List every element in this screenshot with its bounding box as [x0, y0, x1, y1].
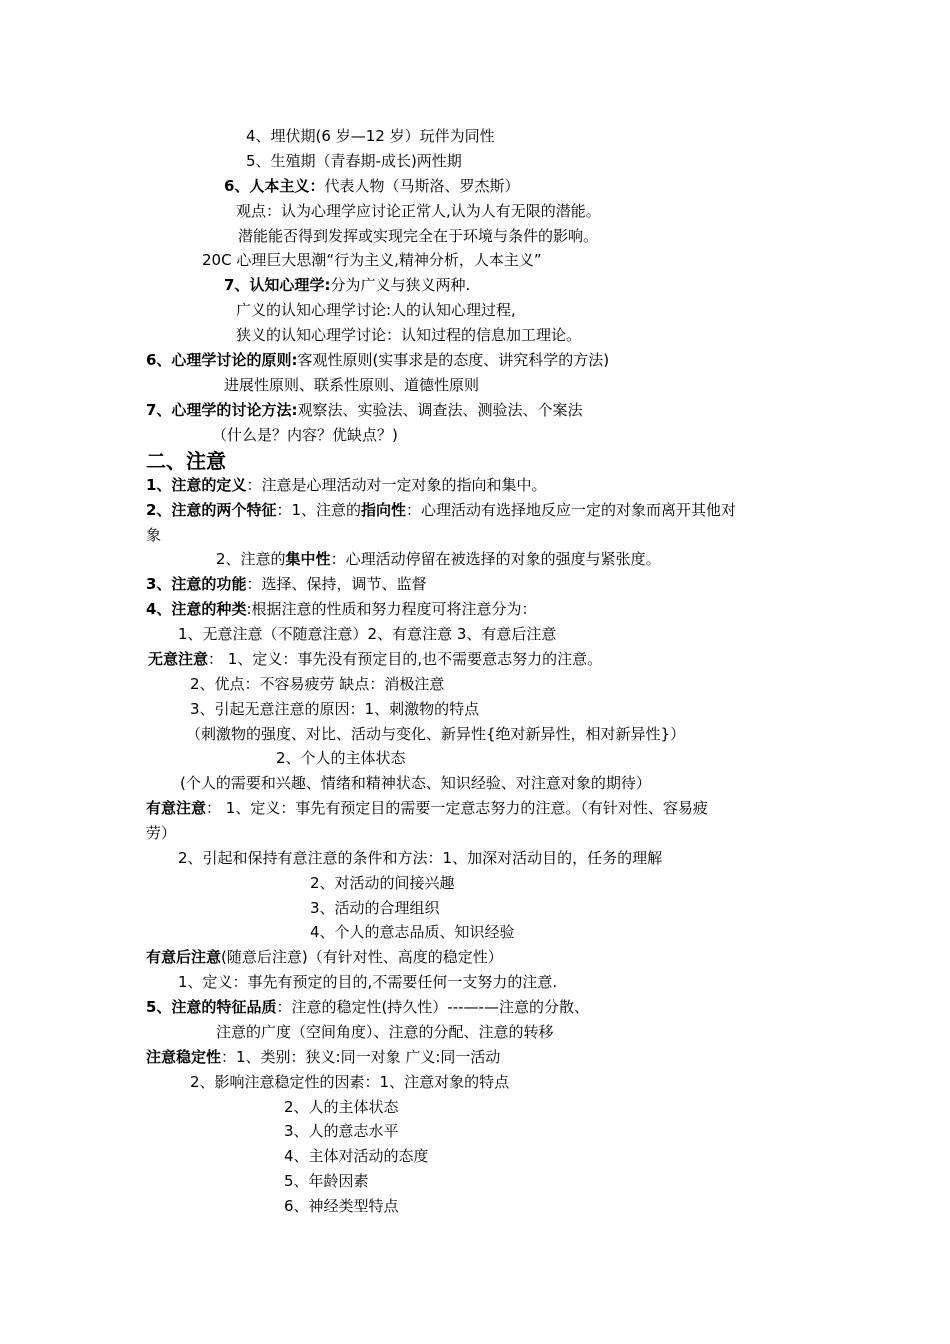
text-line: 劳）	[146, 824, 177, 842]
text-line: 2、注意的两个特征：1、注意的指向性：心理活动有选择地反应一定的对象而离开其他对	[146, 501, 737, 519]
text-line: 有意后注意(随意后注意)（有针对性、高度的稳定性）	[146, 948, 503, 966]
text-line: 3、引起无意注意的原因：1、刺激物的特点	[190, 700, 480, 718]
text-line: 2、个人的主体状态	[276, 749, 406, 767]
text-line: 进展性原则、联系性原则、道德性原则	[224, 376, 480, 394]
text-line: 2、人的主体状态	[284, 1098, 399, 1116]
text-line: 有意注意： 1、定义：事先有预定目的需要一定意志努力的注意。（有针对性、容易疲	[146, 799, 708, 817]
text-line: 3、人的意志水平	[284, 1122, 399, 1140]
text-line: 无意注意： 1、定义：事先没有预定目的,也不需要意志努力的注意。	[148, 650, 603, 668]
text-line: 7、心理学的讨论方法:观察法、实验法、调查法、测验法、个案法	[146, 401, 583, 419]
text-line: 6、心理学讨论的原则:客观性原则(实事求是的态度、讲究科学的方法)	[146, 351, 610, 369]
text-line: 5、生殖期（青春期-成长)两性期	[246, 152, 462, 170]
text-line: 注意稳定性：1、类别：狭义:同一对象 广义:同一活动	[146, 1048, 501, 1066]
text-line: 7、认知心理学:分为广义与狭义两种.	[224, 276, 471, 294]
text-line: 4、主体对活动的态度	[284, 1147, 429, 1165]
text-line: 5、注意的特征品质：注意的稳定性(持久性）---—-—注意的分散、	[146, 998, 589, 1016]
text-line: 注意的广度（空间角度）、注意的分配、注意的转移	[216, 1023, 554, 1041]
text-line: （刺激物的强度、对比、活动与变化、新异性{绝对新异性，相对新异性}）	[186, 725, 686, 743]
text-line: 5、年龄因素	[284, 1172, 369, 1190]
text-line: 1、定义：事先有预定的目的,不需要任何一支努力的注意.	[178, 973, 558, 991]
text-line: 3、注意的功能：选择、保持，调节、监督	[146, 575, 427, 593]
section-heading: 二、注意	[146, 449, 226, 473]
text-line: (个人的需要和兴趣、情绪和精神状态、知识经验、对注意对象的期待）	[180, 774, 651, 792]
text-line: 1、无意注意（不随意注意）2、有意注意 3、有意后注意	[178, 625, 557, 643]
text-line: 狭义的认知心理学讨论：认知过程的信息加工理论。	[236, 326, 582, 344]
text-line: 2、引起和保持有意注意的条件和方法：1、加深对活动目的，任务的理解	[178, 849, 663, 867]
text-line: 观点：认为心理学应讨论正常人,认为人有无限的潜能。	[236, 202, 601, 220]
text-line: 2、对活动的间接兴趣	[310, 874, 455, 892]
text-line: 1、注意的定义：注意是心理活动对一定对象的指向和集中。	[146, 476, 547, 494]
text-line: 4、个人的意志品质、知识经验	[310, 923, 515, 941]
text-line: 4、埋伏期(6 岁—12 岁）玩伴为同性	[246, 127, 495, 145]
text-line: 2、影响注意稳定性的因素：1、注意对象的特点	[190, 1073, 510, 1091]
text-line: （什么是？内容？优缺点？)	[212, 426, 398, 444]
text-line: 象	[146, 526, 162, 544]
text-line: 潜能能否得到发挥或实现完全在于环境与条件的影响。	[238, 227, 599, 245]
text-line: 2、注意的集中性：心理活动停留在被选择的对象的强度与紧张度。	[216, 550, 661, 568]
text-line: 广义的认知心理学讨论:人的认知心理过程,	[236, 301, 516, 319]
text-line: 3、活动的合理组织	[310, 899, 440, 917]
text-line: 6、神经类型特点	[284, 1197, 399, 1215]
text-line: 6、人本主义：代表人物（马斯洛、罗杰斯）	[224, 177, 520, 195]
text-line: 4、注意的种类:根据注意的性质和努力程度可将注意分为：	[146, 600, 537, 618]
text-line: 2、优点：不容易疲劳 缺点：消极注意	[190, 675, 445, 693]
text-line: 20C 心理巨大思潮“行为主义,精神分析，人本主义”	[202, 251, 542, 269]
